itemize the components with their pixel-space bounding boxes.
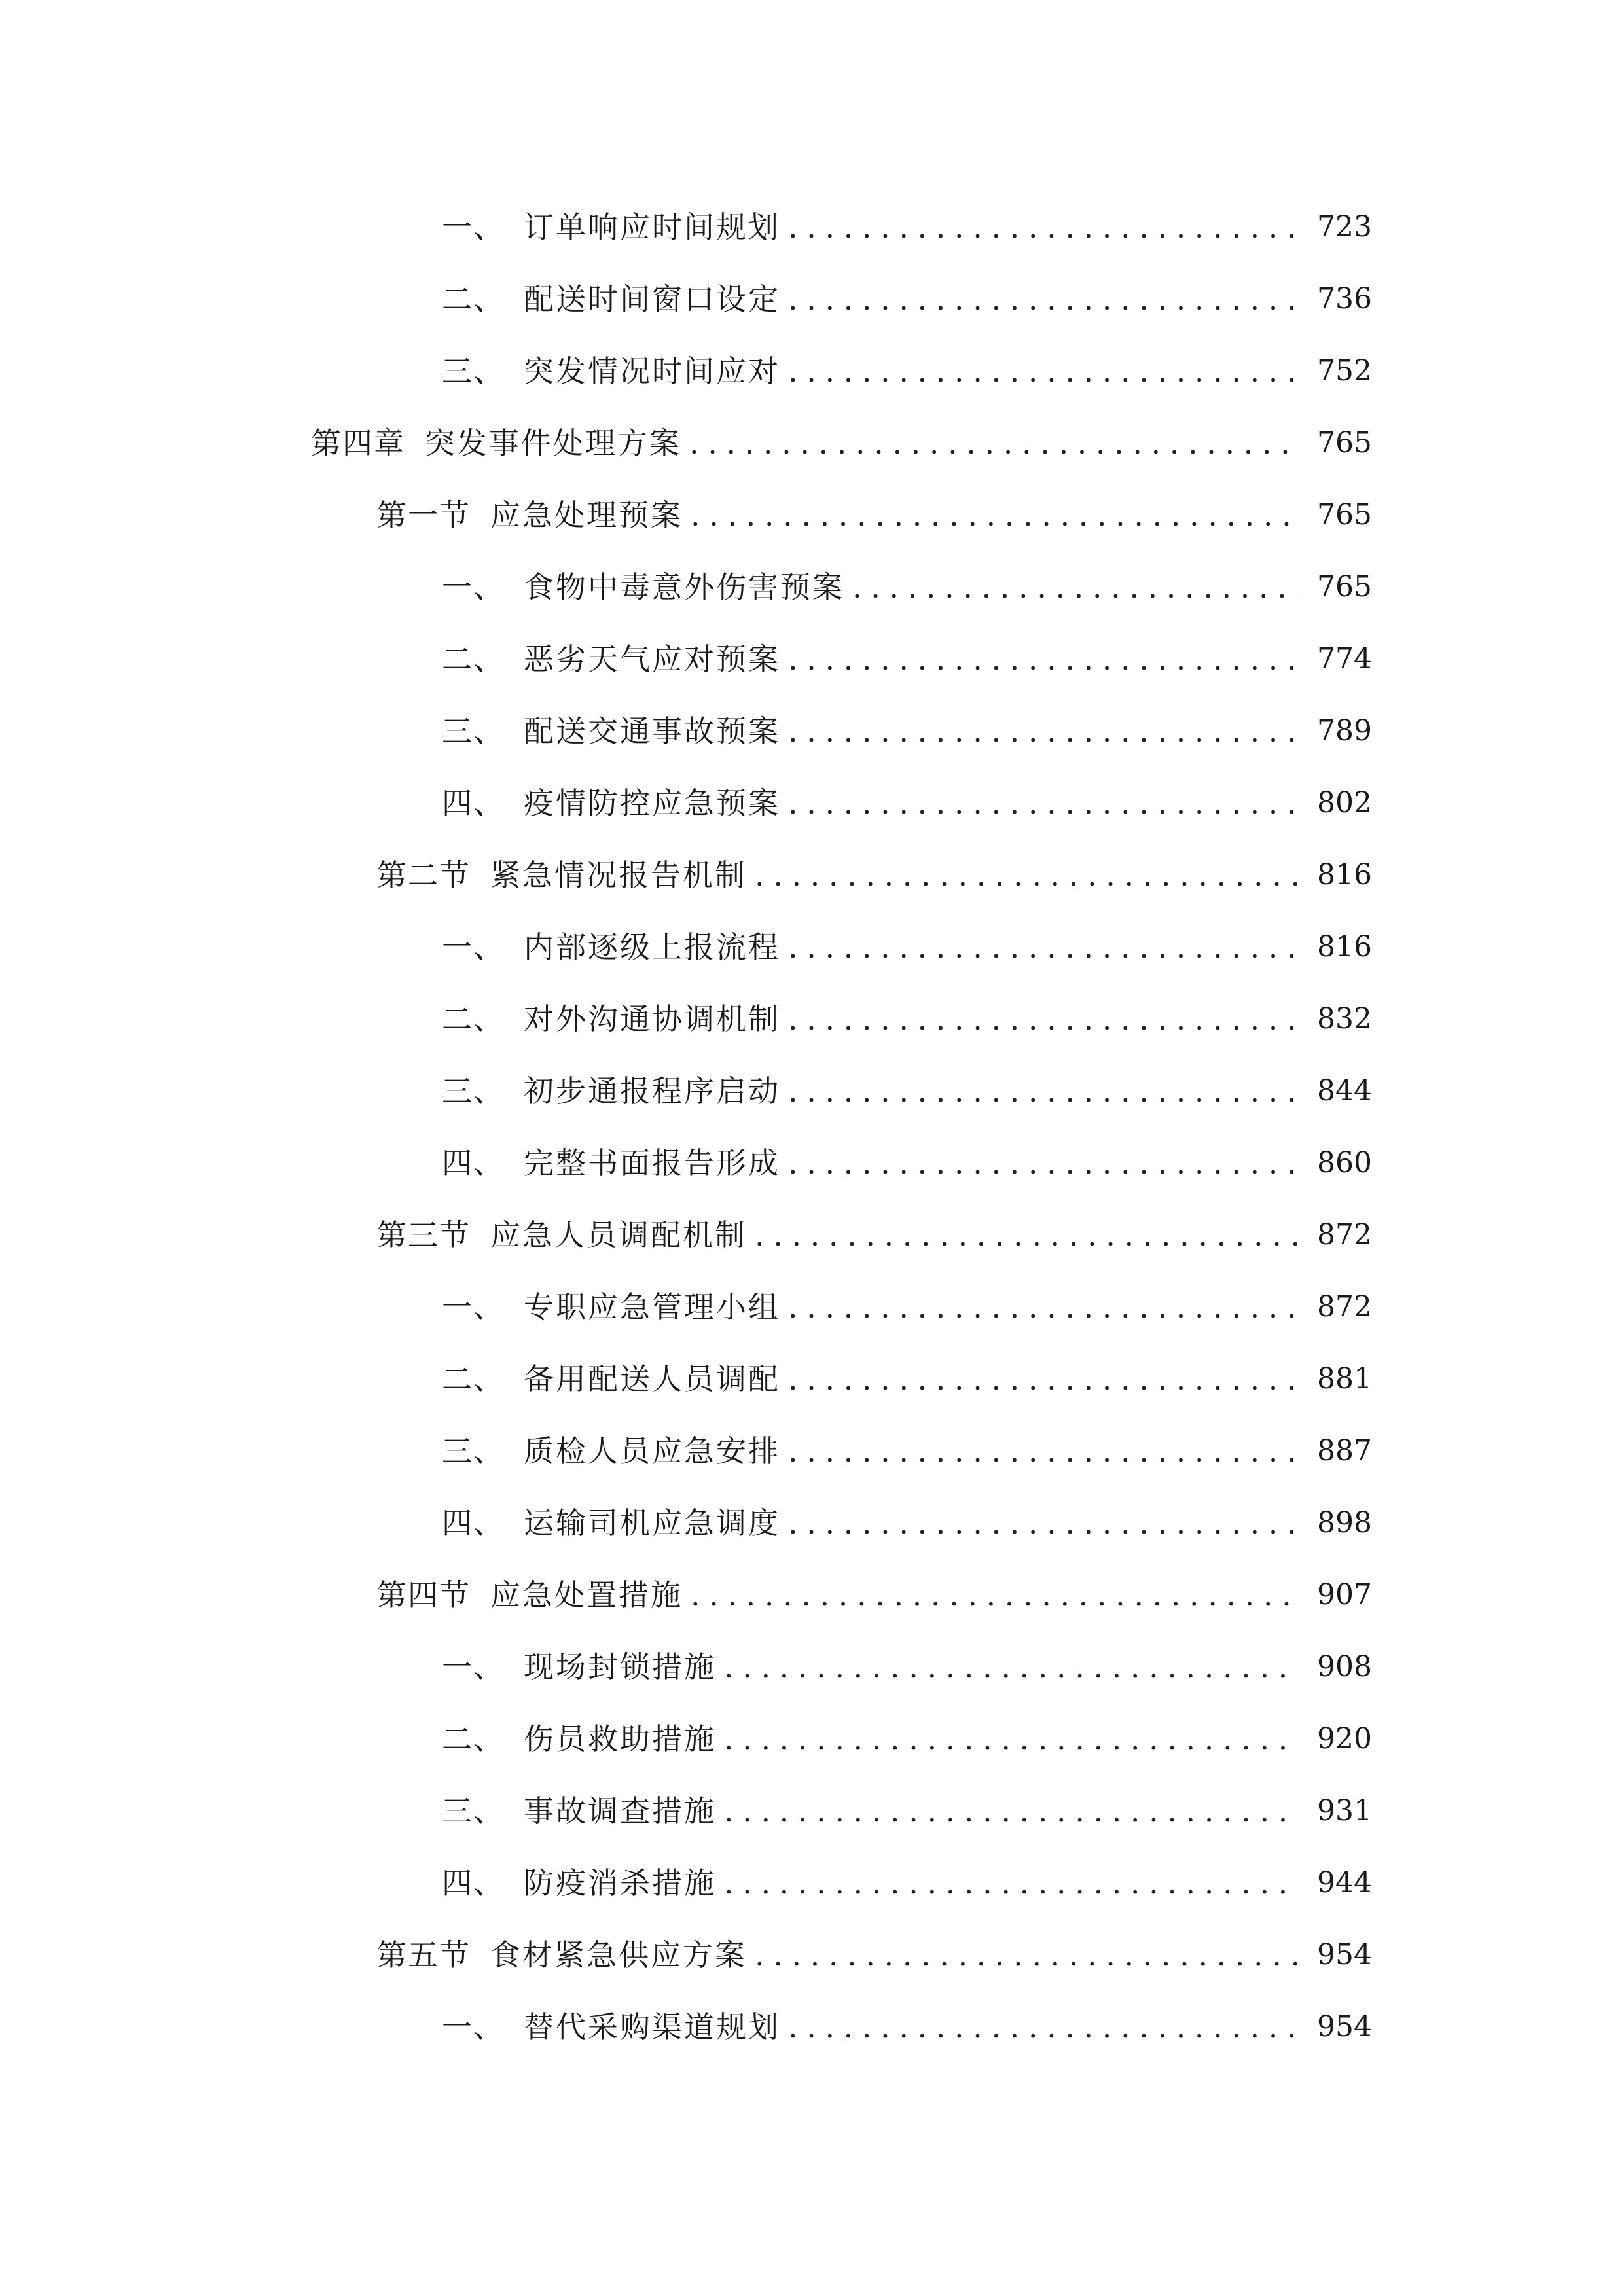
toc-entry[interactable] [0, 767, 1624, 839]
toc-entry-page: 832 [1317, 1002, 1372, 1035]
toc-section-number: 第三节 [376, 1217, 471, 1253]
toc-dot-leader [691, 495, 1299, 535]
toc-dot-leader [788, 279, 1299, 319]
toc-dot-leader [788, 1503, 1299, 1543]
toc-entry-title: 食物中毒意外伤害预案 [524, 569, 844, 605]
toc-dot-leader [788, 1071, 1299, 1111]
toc-entry-page: 752 [1317, 354, 1372, 387]
toc-entry-page: 844 [1317, 1074, 1372, 1107]
toc-entry-number: 一、 [442, 209, 505, 245]
toc-entry-page: 816 [1317, 930, 1372, 963]
toc-entry-number: 二、 [442, 1001, 505, 1037]
toc-entry-number: 四、 [442, 1865, 505, 1901]
toc-entry[interactable] [0, 983, 1624, 1055]
toc-entry-number: 一、 [442, 2009, 505, 2045]
toc-entry[interactable] [0, 623, 1624, 695]
toc-entry[interactable] [0, 1703, 1624, 1775]
toc-dot-leader [689, 423, 1299, 463]
toc-section-number: 第二节 [376, 857, 471, 893]
toc-entry-page: 860 [1317, 1146, 1372, 1179]
toc-dot-leader [724, 1791, 1299, 1831]
toc-entry-title: 现场封锁措施 [524, 1649, 716, 1685]
toc-section-number: 第一节 [376, 497, 471, 533]
toc-chapter-number: 第四章 [311, 425, 405, 461]
toc-entry-number: 二、 [442, 641, 505, 677]
toc-entry-title: 伤员救助措施 [524, 1721, 716, 1757]
toc-entry-number: 二、 [442, 1721, 505, 1757]
toc-dot-leader [852, 567, 1299, 607]
toc-entry-title: 疫情防控应急预案 [524, 785, 780, 821]
toc-entry-number: 三、 [442, 1793, 505, 1829]
toc-dot-leader [788, 639, 1299, 679]
toc-entry-title: 内部逐级上报流程 [524, 929, 780, 965]
toc-dot-leader [788, 927, 1299, 967]
toc-entry-title: 初步通报程序启动 [524, 1073, 780, 1109]
toc-entry-page: 789 [1317, 714, 1372, 747]
toc-entry-number: 二、 [442, 1361, 505, 1397]
toc-section-title: 应急人员调配机制 [490, 1217, 747, 1253]
toc-entry-page: 944 [1317, 1866, 1372, 1899]
toc-dot-leader [788, 1287, 1299, 1327]
toc-entry[interactable] [0, 1343, 1624, 1415]
toc-entry-title: 质检人员应急安排 [524, 1433, 780, 1469]
toc-chapter-entry[interactable] [0, 407, 1624, 479]
toc-entry-page: 920 [1317, 1722, 1372, 1755]
toc-dot-leader [788, 1359, 1299, 1399]
toc-entry[interactable] [0, 1487, 1624, 1559]
toc-dot-leader [788, 2007, 1299, 2047]
toc-entry[interactable] [0, 1271, 1624, 1343]
toc-entry-page: 908 [1317, 1650, 1372, 1683]
toc-entry-page: 816 [1317, 858, 1372, 891]
toc-section-entry[interactable] [0, 1559, 1624, 1631]
toc-entry-title: 完整书面报告形成 [524, 1145, 780, 1181]
toc-entry-number: 四、 [442, 785, 505, 821]
toc-entry-number: 二、 [442, 281, 505, 317]
toc-entry-title: 防疫消杀措施 [524, 1865, 716, 1901]
toc-entry[interactable] [0, 263, 1624, 335]
toc-entry[interactable] [0, 695, 1624, 767]
toc-entry-number: 三、 [442, 1073, 505, 1109]
toc-section-entry[interactable] [0, 839, 1624, 911]
toc-dot-leader [788, 1143, 1299, 1183]
toc-dot-leader [788, 999, 1299, 1039]
toc-dot-leader [724, 1719, 1299, 1759]
toc-entry-page: 872 [1317, 1290, 1372, 1323]
toc-entry[interactable] [0, 1847, 1624, 1919]
toc-dot-leader [788, 711, 1299, 751]
toc-dot-leader [691, 1575, 1299, 1615]
toc-entry[interactable] [0, 1775, 1624, 1847]
toc-entry-page: 954 [1317, 2010, 1372, 2043]
toc-entry-page: 802 [1317, 786, 1372, 819]
toc-dot-leader [788, 783, 1299, 823]
toc-dot-leader [755, 855, 1299, 895]
toc-section-title: 应急处理预案 [490, 497, 683, 533]
toc-entry-number: 三、 [442, 353, 505, 389]
toc-dot-leader [788, 351, 1299, 391]
toc-entry[interactable] [0, 1055, 1624, 1127]
toc-entry-title: 突发情况时间应对 [524, 353, 780, 389]
toc-entry-page: 765 [1317, 570, 1372, 603]
toc-entry[interactable] [0, 191, 1624, 263]
toc-entry-page: 931 [1317, 1794, 1372, 1827]
toc-entry-title: 配送交通事故预案 [524, 713, 780, 749]
toc-entry-page: 872 [1317, 1218, 1372, 1251]
table-of-contents [0, 191, 1624, 2063]
toc-entry-page: 723 [1317, 210, 1372, 243]
toc-entry-page: 907 [1317, 1578, 1372, 1611]
toc-entry-page: 736 [1317, 282, 1372, 315]
toc-entry-title: 对外沟通协调机制 [524, 1001, 780, 1037]
toc-entry-title: 运输司机应急调度 [524, 1505, 780, 1541]
toc-section-entry[interactable] [0, 1199, 1624, 1271]
toc-entry-page: 887 [1317, 1434, 1372, 1467]
toc-entry-number: 一、 [442, 1289, 505, 1325]
toc-entry-page: 954 [1317, 1938, 1372, 1971]
toc-dot-leader [724, 1647, 1299, 1687]
toc-dot-leader [788, 1431, 1299, 1471]
toc-entry-number: 一、 [442, 1649, 505, 1685]
toc-entry-page: 765 [1317, 426, 1372, 459]
toc-entry[interactable] [0, 911, 1624, 983]
toc-entry[interactable] [0, 1631, 1624, 1703]
toc-entry[interactable] [0, 1991, 1624, 2063]
toc-dot-leader [755, 1215, 1299, 1255]
toc-entry-number: 一、 [442, 569, 505, 605]
toc-entry-number: 一、 [442, 929, 505, 965]
toc-entry[interactable] [0, 551, 1624, 623]
toc-entry-page: 881 [1317, 1362, 1372, 1395]
toc-entry-title: 备用配送人员调配 [524, 1361, 780, 1397]
toc-entry[interactable] [0, 1415, 1624, 1487]
toc-entry-number: 三、 [442, 713, 505, 749]
toc-entry-title: 替代采购渠道规划 [524, 2009, 780, 2045]
toc-chapter-title: 突发事件处理方案 [425, 425, 681, 461]
toc-entry-number: 四、 [442, 1505, 505, 1541]
toc-section-entry[interactable] [0, 479, 1624, 551]
toc-dot-leader [755, 1935, 1299, 1975]
toc-entry[interactable] [0, 335, 1624, 407]
toc-section-title: 应急处置措施 [490, 1577, 683, 1613]
toc-entry-number: 四、 [442, 1145, 505, 1181]
toc-dot-leader [788, 207, 1299, 247]
toc-entry[interactable] [0, 1127, 1624, 1199]
toc-entry-title: 配送时间窗口设定 [524, 281, 780, 317]
toc-entry-number: 三、 [442, 1433, 505, 1469]
toc-section-title: 食材紧急供应方案 [490, 1937, 747, 1973]
toc-entry-page: 898 [1317, 1506, 1372, 1539]
toc-section-number: 第五节 [376, 1937, 471, 1973]
toc-section-number: 第四节 [376, 1577, 471, 1613]
toc-section-title: 紧急情况报告机制 [490, 857, 747, 893]
toc-entry-page: 765 [1317, 498, 1372, 531]
toc-entry-title: 事故调查措施 [524, 1793, 716, 1829]
toc-section-entry[interactable] [0, 1919, 1624, 1991]
toc-entry-title: 恶劣天气应对预案 [524, 641, 780, 677]
toc-entry-title: 订单响应时间规划 [524, 209, 780, 245]
toc-entry-title: 专职应急管理小组 [524, 1289, 780, 1325]
toc-entry-page: 774 [1317, 642, 1372, 675]
toc-dot-leader [724, 1863, 1299, 1903]
